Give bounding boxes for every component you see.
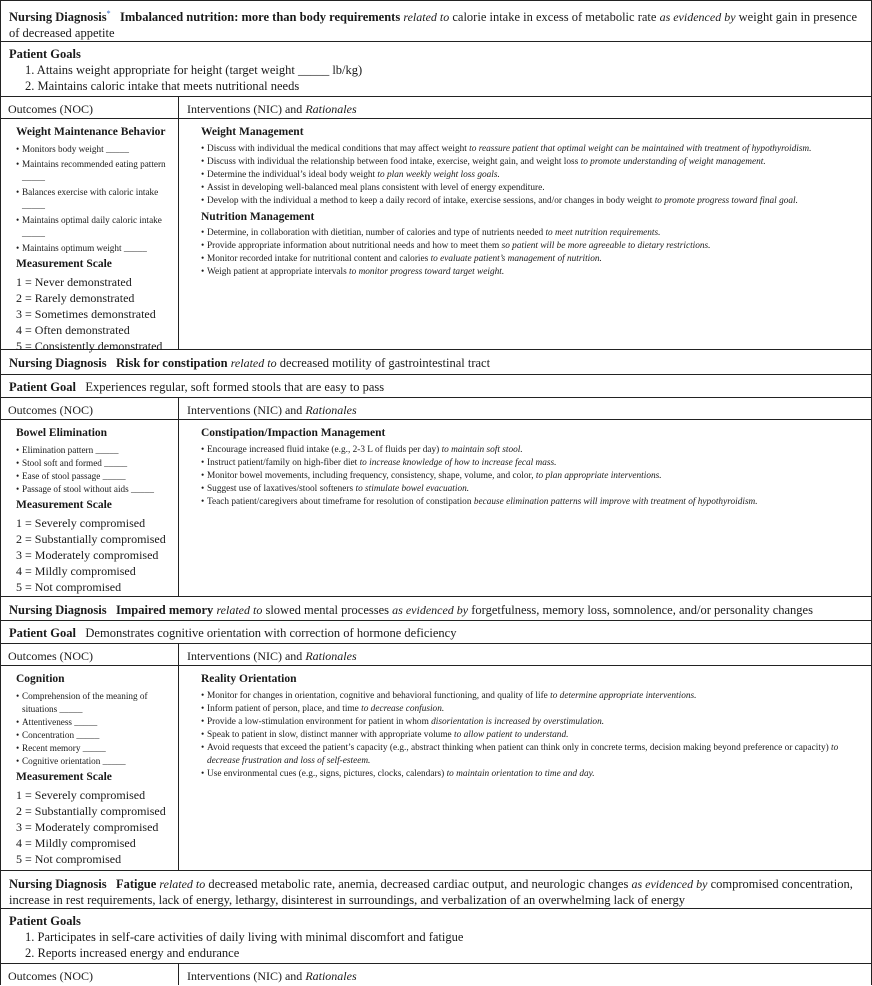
indicator-item: • Attentiveness _____ (16, 716, 174, 729)
related-to: calorie intake in excess of metabolic rate (452, 10, 657, 25)
intervention-item: • Determine, in collaboration with dietitian, number of calories and type of nutrients needed to meet nutrition requirements. (201, 227, 867, 240)
intervention-list (201, 444, 867, 509)
related-to: slowed mental processes (265, 603, 390, 617)
indicator-item: • Comprehension of the meaning of situations _____ (16, 690, 174, 716)
indicator-item: • Maintains optimal daily caloric intake _____ (16, 214, 174, 240)
indicator-item: • Balances exercise with caloric intake _____ (16, 186, 174, 212)
evidenced-by-label: as evidenced by (392, 603, 469, 617)
intervention-item: • Use environmental cues (e.g., signs, pictures, clocks, calendars) to maintain orientation to time and day. (201, 768, 867, 781)
intervention-item: • Determine the individual’s ideal body weight to plan weekly weight loss goals. (201, 169, 867, 182)
intervention-item: • Provide a low-stimulation environment for patient in whom disorientation is increased by overstimulation. (201, 716, 867, 729)
goal-text: Demonstrates cognitive orientation with correction of hormone deficiency (85, 626, 457, 640)
scale-item: 4 = Mildly compromised (16, 836, 136, 850)
scale-item: 5 = Consistently demonstrated (16, 339, 163, 353)
interventions-label: Interventions (NIC) and (187, 403, 303, 417)
outcomes-header: Outcomes (NOC) (1, 398, 179, 419)
intervention-item: • Discuss with individual the medical conditions that may affect weight to reassure patient that optimal weight can be maintained with treatment of hypothyroidism. (201, 143, 867, 156)
goals-heading: Patient Goals (9, 914, 81, 928)
scale-item: 1 = Severely compromised (16, 516, 146, 530)
intervention-list (201, 690, 867, 781)
outcome-column (1, 119, 179, 353)
related-to: decreased motility of gastrointestinal tract (279, 356, 491, 370)
outcomes-interventions (1, 666, 871, 871)
group-title: Nutrition Management (201, 211, 315, 223)
scale-item: 3 = Moderately compromised (16, 548, 159, 562)
rationales-label: Rationales (305, 403, 357, 417)
intervention-item: • Weigh patient at appropriate intervals to monitor progress toward target weight. (201, 266, 867, 279)
group-title: Reality Orientation (201, 673, 297, 685)
intervention-item: • Monitor for changes in orientation, cognitive and behavioral functioning, and quality of life to determine appropriate interventions. (201, 690, 867, 703)
column-headers (1, 97, 871, 119)
evidenced-by-label: as evidenced by (659, 10, 736, 25)
patient-goals (1, 909, 871, 964)
dx-title: Impaired memory (115, 603, 214, 617)
scale-item: 5 = Not compromised (16, 852, 122, 866)
interventions-header (179, 644, 871, 665)
goal-item: 2. Maintains caloric intake that meets nutritional needs (25, 79, 300, 93)
indicator-item: • Ease of stool passage _____ (16, 470, 174, 483)
intervention-item: • Speak to patient in slow, distinct manner with appropriate volume to allow patient to understand. (201, 729, 867, 742)
nursing-diagnosis-fatigue (1, 871, 871, 909)
evidenced-by-label: as evidenced by (631, 877, 708, 891)
scale-title: Measurement Scale (16, 771, 112, 783)
indicator-item: • Passage of stool without aids _____ (16, 483, 174, 496)
intervention-column (179, 666, 871, 870)
scale-title: Measurement Scale (16, 258, 112, 270)
goal-text: Experiences regular, soft formed stools that are easy to pass (85, 380, 385, 394)
intervention-item: • Encourage increased fluid intake (e.g., 2-3 L of fluids per day) to maintain soft stool. (201, 444, 867, 457)
scale-item: 3 = Moderately compromised (16, 820, 159, 834)
column-headers (1, 398, 871, 420)
goal-item: 2. Reports increased energy and endurance (25, 946, 240, 960)
dx-title: Imbalanced nutrition: more than body requirements (119, 10, 401, 25)
rationales-label: Rationales (305, 649, 357, 663)
column-headers (1, 644, 871, 666)
interventions-header (179, 97, 871, 118)
intervention-item: • Develop with the individual a method to keep a daily record of intake, exercise sessions, and/or changes in body weight to promote progress toward final goal. (201, 195, 867, 208)
scale-item: 3 = Sometimes demonstrated (16, 307, 156, 321)
indicator-item: • Stool soft and formed _____ (16, 457, 174, 470)
intervention-item: • Provide appropriate information about nutritional needs and how to meet them so patient will be more agreeable to dietary restrictions. (201, 240, 867, 253)
scale-item: 1 = Never demonstrated (16, 275, 132, 289)
intervention-item: • Instruct patient/family on high-fiber diet to increase knowledge of how to increase fecal mass. (201, 457, 867, 470)
dx-label: Nursing Diagnosis (9, 356, 107, 370)
patient-goal (1, 621, 871, 644)
scale-item: 4 = Mildly compromised (16, 564, 136, 578)
scale-item: 1 = Severely compromised (16, 788, 146, 802)
dx-title: Risk for constipation (115, 356, 228, 370)
related-to-label: related to (159, 877, 206, 891)
scale-item: 2 = Substantially compromised (16, 532, 166, 546)
footnote-mark-icon: * (106, 9, 111, 18)
interventions-header (179, 398, 871, 419)
measurement-scale (16, 274, 174, 354)
interventions-label: Interventions (NIC) and (187, 969, 303, 983)
scale-item: 2 = Rarely demonstrated (16, 291, 135, 305)
related-to-label: related to (216, 603, 263, 617)
intervention-list (201, 143, 867, 208)
intervention-item: • Discuss with individual the relationship between food intake, exercise, weight gain, and weight loss to promote understanding of weight management. (201, 156, 867, 169)
indicator-item: • Concentration _____ (16, 729, 174, 742)
patient-goals (1, 42, 871, 97)
intervention-item: • Teach patient/caregivers about timeframe for resolution of constipation because elimination patterns will improve with treatment of hypothyroidism. (201, 496, 867, 509)
indicator-list (16, 143, 174, 255)
interventions-label: Interventions (NIC) and (187, 102, 303, 116)
dx-title: Fatigue (115, 877, 157, 891)
intervention-list (201, 227, 867, 279)
indicator-list (16, 690, 174, 768)
nursing-diagnosis-memory (1, 597, 871, 621)
dx-label: Nursing Diagnosis (9, 877, 107, 891)
related-to-label: related to (230, 356, 277, 370)
nursing-diagnosis-nutrition (1, 1, 871, 42)
indicator-item: • Maintains recommended eating pattern _____ (16, 158, 174, 184)
intervention-item: • Avoid requests that exceed the patient’s capacity (e.g., abstract thinking when patient can think only in concrete terms, decision making beyond preference or capacity) to decrease frustration and loss of self-esteem. (201, 742, 867, 768)
outcomes-interventions (1, 119, 871, 353)
measurement-scale (16, 515, 174, 595)
intervention-item: • Monitor recorded intake for nutritional content and calories to evaluate patient’s management of nutrition. (201, 253, 867, 266)
outcome-title: Weight Maintenance Behavior (16, 126, 166, 138)
goals-heading: Patient Goals (9, 47, 81, 61)
evidenced-by: compromised concentration, increase in rest requirements, lack of energy, lethargy, disinterest in surroundings, and verbalization of an overwhelming lack of energy (9, 877, 853, 907)
indicator-item: • Cognitive orientation _____ (16, 755, 174, 768)
measurement-scale (16, 787, 174, 867)
dx-label: Nursing Diagnosis (9, 603, 107, 617)
outcome-column (1, 420, 179, 596)
outcome-column (1, 666, 179, 870)
indicator-item: • Recent memory _____ (16, 742, 174, 755)
outcomes-header: Outcomes (NOC) (1, 644, 179, 665)
goals-heading: Patient Goal (9, 380, 77, 394)
evidenced-by: forgetfulness, memory loss, somnolence, and/or personality changes (471, 603, 813, 617)
goals-heading: Patient Goal (9, 626, 77, 640)
column-headers (1, 964, 871, 985)
scale-title: Measurement Scale (16, 499, 112, 511)
outcomes-header: Outcomes (NOC) (1, 97, 179, 118)
goal-item: 1. Participates in self-care activities of daily living with minimal discomfort and fatigue (25, 930, 464, 944)
intervention-column (179, 420, 871, 596)
intervention-item: • Monitor bowel movements, including frequency, consistency, shape, volume, and color, to plan appropriate interventions. (201, 470, 867, 483)
indicator-item: • Monitors body weight _____ (16, 143, 174, 156)
rationales-label: Rationales (305, 102, 357, 116)
indicator-list (16, 444, 174, 496)
group-title: Constipation/Impaction Management (201, 427, 386, 439)
interventions-header (179, 964, 871, 985)
related-to-label: related to (403, 10, 450, 25)
scale-item: 4 = Often demonstrated (16, 323, 130, 337)
scale-item: 2 = Substantially compromised (16, 804, 166, 818)
evidenced-by: weight gain in presence of decreased appetite (9, 10, 858, 41)
interventions-label: Interventions (NIC) and (187, 649, 303, 663)
related-to: decreased metabolic rate, anemia, decreased cardiac output, and neurologic changes (208, 877, 629, 891)
outcome-title: Bowel Elimination (16, 427, 108, 439)
indicator-item: • Elimination pattern _____ (16, 444, 174, 457)
rationales-label: Rationales (305, 969, 357, 983)
scale-item: 5 = Not compromised (16, 580, 122, 594)
indicator-item: • Maintains optimum weight _____ (16, 242, 174, 255)
intervention-item: • Assist in developing well-balanced meal plans consistent with level of energy expenditure. (201, 182, 867, 195)
goal-item: 1. Attains weight appropriate for height (target weight _____ lb/kg) (25, 63, 363, 77)
group-title: Weight Management (201, 126, 304, 138)
patient-goal (1, 375, 871, 398)
outcomes-header: Outcomes (NOC) (1, 964, 179, 985)
outcomes-interventions (1, 420, 871, 597)
outcome-title: Cognition (16, 673, 65, 685)
intervention-column (179, 119, 871, 349)
dx-label: Nursing Diagnosis (9, 10, 107, 25)
intervention-item: • Inform patient of person, place, and time to decrease confusion. (201, 703, 867, 716)
intervention-item: • Suggest use of laxatives/stool softeners to stimulate bowel evacuation. (201, 483, 867, 496)
